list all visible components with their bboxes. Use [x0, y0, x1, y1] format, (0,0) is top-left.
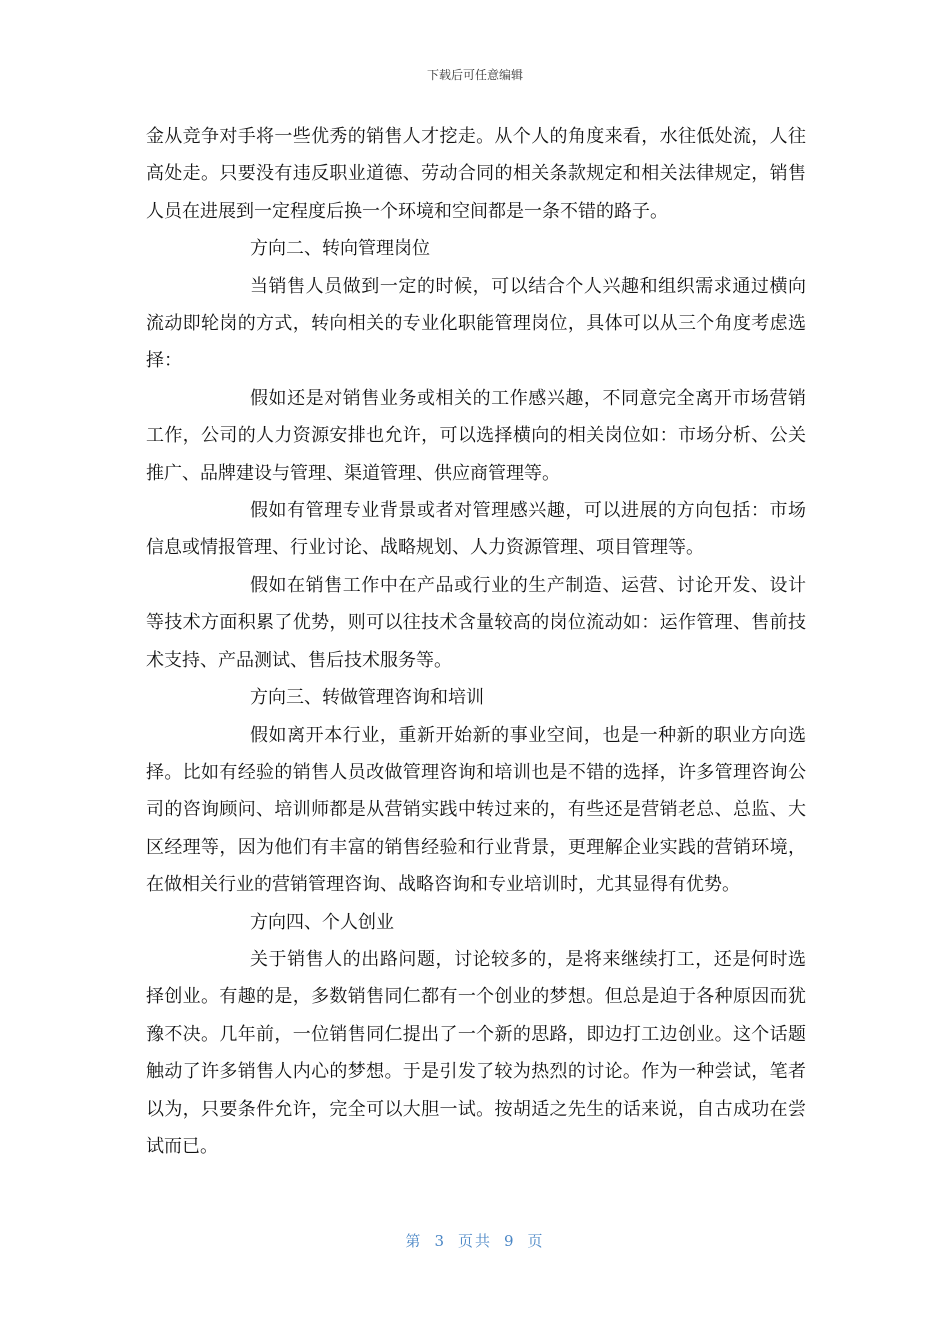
- page-header: 下载后可任意编辑: [426, 68, 523, 82]
- paragraph: 假如还是对销售业务或相关的工作感兴趣，不同意完全离开市场营销工作，公司的人力资源安排也允许，可以选择横向的相关岗位如：市场分析、公关推广、品牌建设与管理、渠道管理、供应商管理等。: [146, 387, 806, 484]
- section-heading-direction-four: 方向四、个人创业: [250, 911, 394, 933]
- page-label-prefix: 第: [405, 1232, 423, 1250]
- document-body: [146, 118, 806, 1165]
- total-pages: 9: [504, 1232, 516, 1250]
- paragraph-continuation: 金从竞争对手将一些优秀的销售人才挖走。从个人的角度来看，水往低处流，人往高处走。只要没有违反职业道德、劳动合同的相关条款规定和相关法律规定，销售人员在进展到一定程度后换一个环境和空间都是一条不错的路子。: [146, 126, 806, 222]
- paragraph: 当销售人员做到一定的时候，可以结合个人兴趣和组织需求通过横向流动即轮岗的方式，转向相关的专业化职能管理岗位，具体可以从三个角度考虑选择：: [146, 275, 806, 372]
- section-heading-direction-two: 方向二、转向管理岗位: [250, 238, 430, 260]
- paragraph: 假如有管理专业背景或者对管理感兴趣，可以进展的方向包括：市场信息或情报管理、行业讨论、战略规划、人力资源管理、项目管理等。: [146, 500, 806, 559]
- section-heading-direction-three: 方向三、转做管理咨询和培训: [250, 687, 484, 709]
- page-number: 3: [434, 1232, 446, 1250]
- page-label-suffix: 页: [527, 1232, 545, 1250]
- paragraph: 假如在销售工作中在产品或行业的生产制造、运营、讨论开发、设计等技术方面积累了优势，则可以往技术含量较高的岗位流动如：运作管理、售前技术支持、产品测试、售后技术服务等。: [146, 574, 806, 671]
- paragraph: 假如离开本行业，重新开始新的事业空间，也是一种新的职业方向选择。比如有经验的销售人员改做管理咨询和培训也是不错的选择，许多管理咨询公司的咨询顾问、培训师都是从营销实践中转过来的，有些还是营销老总、总监、大区经理等，因为他们有丰富的销售经验和行业背景，更理解企业实践的营销环境，在做相关行业的营销管理咨询、战略咨询和专业培训时，尤其显得有优势。: [146, 724, 806, 896]
- page-label-mid: 页共: [457, 1232, 492, 1250]
- paragraph: 关于销售人的出路问题，讨论较多的，是将来继续打工，还是何时选择创业。有趣的是，多数销售同仁都有一个创业的梦想。但总是迫于各种原因而犹豫不决。几年前，一位销售同仁提出了一个新的思路，即边打工边创业。这个话题触动了许多销售人内心的梦想。于是引发了较为热烈的讨论。作为一种尝试，笔者以为，只要条件允许，完全可以大胆一试。按胡适之先生的话来说，自古成功在尝试而已。: [146, 948, 806, 1157]
- page-footer: [0, 1230, 950, 1251]
